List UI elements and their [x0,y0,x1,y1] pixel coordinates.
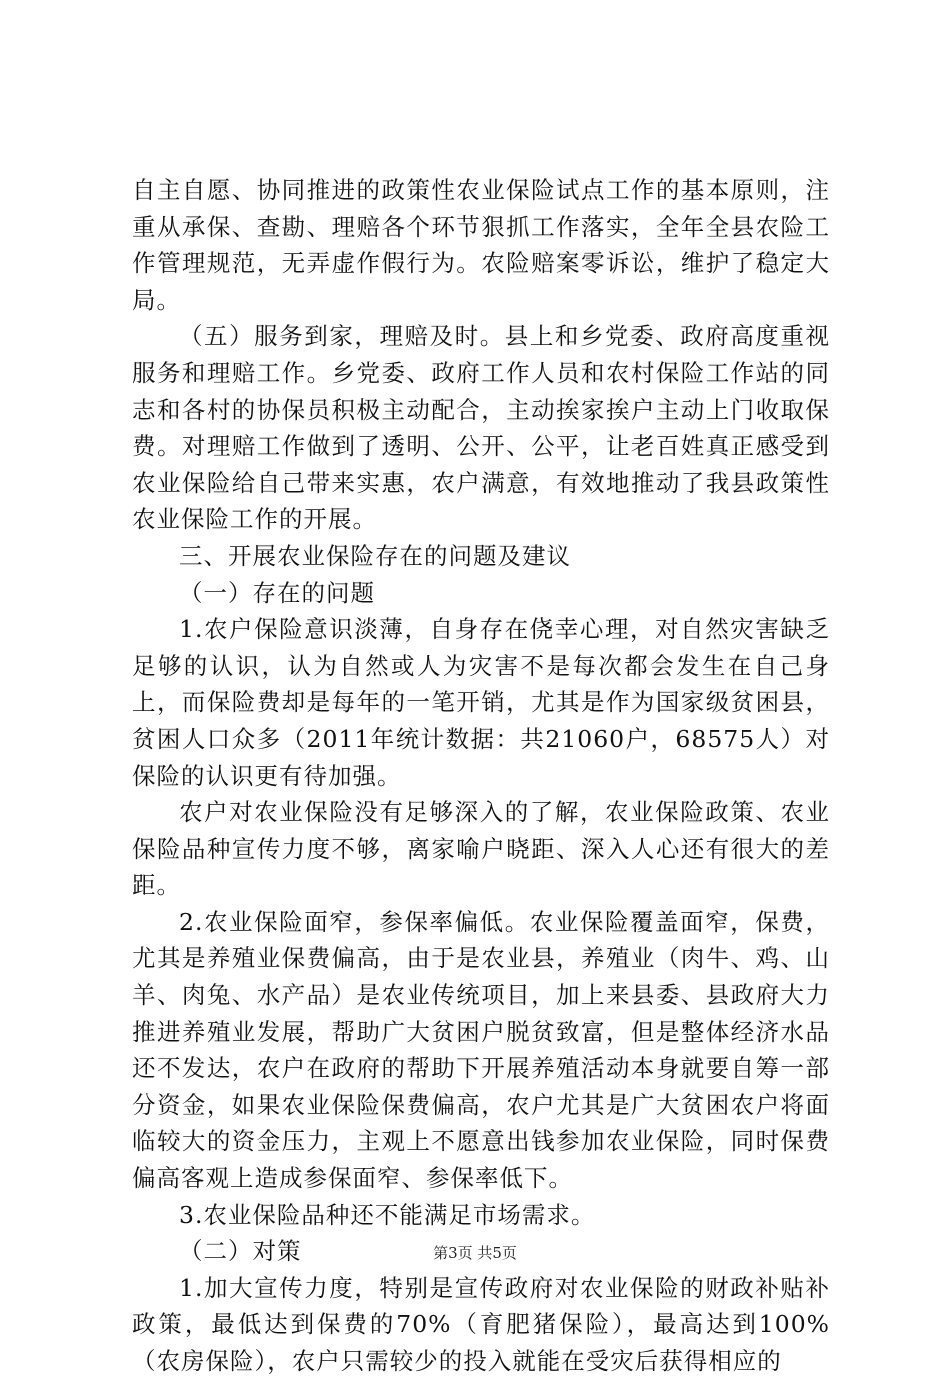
paragraph-problem-2: 2.农业保险面窄，参保率偏低。农业保险覆盖面窄，保费，尤其是养殖业保费偏高，由于是农业县，养殖业（肉牛、鸡、山羊、肉兔、水产品）是农业传统项目，加上来县委、县政府大力推进养殖业发展，帮助广大贫困户脱贫致富，但是整体经济水品还不发达，农户在政府的帮助下开展养殖活动本身就要自筹一部分资金，如果农业保险保费偏高，农户尤其是广大贫困农户将面临较大的资金压力，主观上不愿意出钱参加农业保险，同时保费偏高客观上造成参保面窄、参保率低下。 [132,907,830,1193]
paragraph-countermeasure-1: 1.加大宣传力度，特别是宣传政府对农业保险的财政补贴补政策，最低达到保费的70%（育肥猪保险），最高达到100%（农房保险），农户只需较少的投入就能在受灾后获得相应的 [132,1273,830,1375]
paragraph-problem-1: 1.农户保险意识淡薄，自身存在侥幸心理，对自然灾害缺乏足够的认识，认为自然或人为灾害不是每次都会发生在自己身上，而保险费却是每年的一笔开销，尤其是作为国家级贫困县，贫困人口众多（2011年统计数据：共21060户，68575人）对保险的认识更有待加强。 [132,615,830,790]
section-heading-problems-suggestions: 三、开展农业保险存在的问题及建议 [179,541,571,570]
paragraph-problem-3: 3.农业保险品种还不能满足市场需求。 [179,1200,596,1229]
subheading-countermeasures: （二）对策 [179,1237,302,1266]
document-body [132,172,830,1380]
paragraph-problem-1-continued: 农户对农业保险没有足够深入的了解，农业保险政策、农业保险品种宣传力度不够，离家喻户晓距、深入人心还有很大的差距。 [132,798,830,900]
paragraph-continuation: 自主自愿、协同推进的政策性农业保险试点工作的基本原则，注重从承保、查勘、理赔各个环节狠抓工作落实，全年全县农险工作管理规范，无弄虚作假行为。农险赔案零诉讼，维护了稳定大局。 [132,176,830,314]
subheading-existing-problems: （一）存在的问题 [179,578,375,607]
page-number-footer: 第3页 共5页 [433,1244,517,1262]
paragraph-service-claims: （五）服务到家，理赔及时。县上和乡党委、政府高度重视服务和理赔工作。乡党委、政府工作人员和农村保险工作站的同志和各村的协保员积极主动配合，主动挨家挨户主动上门收取保费。对理赔工作做到了透明、公开、公平，让老百姓真正感受到农业保险给自己带来实惠，农户满意，有效地推动了我县政策性农业保险工作的开展。 [132,322,830,534]
